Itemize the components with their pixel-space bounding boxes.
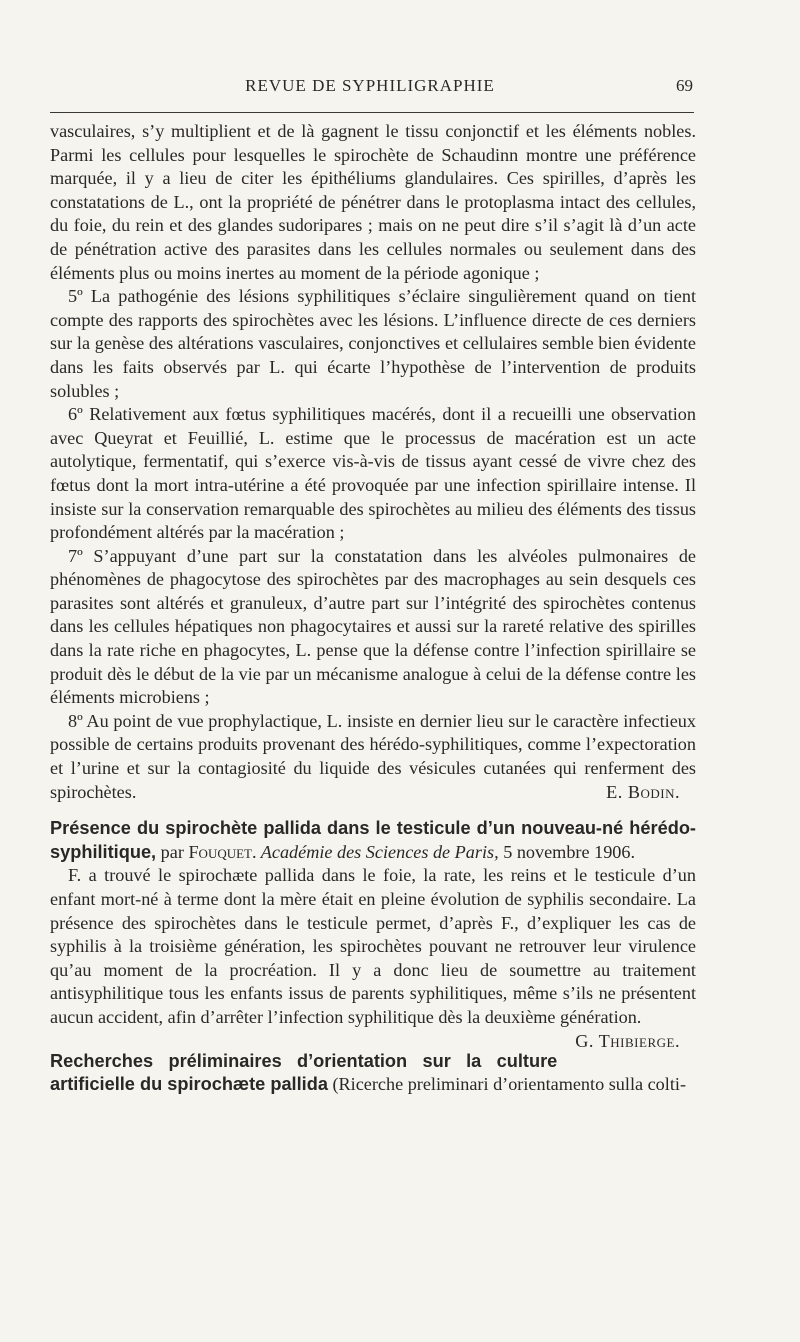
paragraph-continuation: vasculaires, s’y multiplient et de là gagnent le tissu conjonctif et les éléments nobles. Parmi les cellules pour lesquelles le spirochète de Schaudinn montre une préférence marquée, il y a lieu de citer les épithéliums glandulaires. Ces spirilles, d’après les constatations de L., ont la propriété de pénétrer dans le protoplasma intact des cellules, du foie, du rein et des glandes sudoripares ; mais on ne peut dire s’il s’agit là d’un acte de pénétration active des parasites dans les cellules normales ou seulement dans des éléments plus ou moins inertes au moment de la période agonique ; [50, 121, 696, 283]
section-heading-fouquet [50, 817, 696, 864]
section-source: Académie des Sciences de Paris, [256, 841, 499, 862]
page-number: 69 [676, 76, 693, 95]
paragraph-item-8-text: 8º Au point de vue prophylactique, L. insiste en dernier lieu sur le caractère infectieux possible de certains produits provenant des hérédo-syphilitiques, comme l’expectoration et l’urine et sur la contagiosité du liquide des vésicules cutanées qui renferment des spirochètes. [50, 710, 696, 802]
section-author: Fouquet. [188, 841, 257, 862]
header-rule [50, 112, 694, 113]
section-title: Recherches préliminaires d’orientation sur la culture artificielle du spirochæte pallida [50, 1050, 558, 1095]
section-heading-recherches [50, 1050, 696, 1097]
author-signature-bodin: E. Bodin. [606, 781, 680, 802]
section-title: Présence du spirochète pallida dans le testicule d’un nouveau-né hérédo-syphilitique, [50, 818, 696, 862]
paragraph-item-5: 5º La pathogénie des lésions syphilitiques s’éclaire singulièrement quand on tient compte des rapports des spirochètes avec les lésions. L’influence directe de ces derniers sur la genèse des altérations vasculaires, conjonctives et cellulaires semble bien évidente dans les faits observés par L. qui écarte l’hypothèse de l’intervention de produits solubles ; [50, 286, 696, 401]
spacer [50, 804, 696, 817]
running-title: REVUE DE SYPHILIGRAPHIE [245, 76, 495, 95]
paragraph-item-6: 6º Relativement aux fœtus syphilitiques macérés, dont il a recueilli une observation avec Queyrat et Feuillié, L. estime que le processus de macération est un acte autolytique, fermentatif, qui s’exerce vis-à-vis de tissus ayant cessé de vivre chez des fœtus dont la mort intra-utérine a été provoquée par une infection spirillaire intense. Il insiste sur la conservation remarquable des spirochètes au milieu des éléments des tissus profondément altérés par la macération ; [50, 404, 696, 543]
author-signature-thibierge: G. Thibierge. [575, 1030, 680, 1051]
section-date: 5 novembre 1906. [498, 841, 636, 862]
paragraph-item-7: 7º S’appuyant d’une part sur la constatation dans les alvéoles pulmonaires de phénomènes de phagocytose des spirochètes par des macrophages au sein desquels ces parasites sont altérés et granuleux, d’autre part sur l’intégrité des spirochètes contenus dans les cellules hépatiques non phagocytaires et aussi sur la rareté relative des spirilles dans la rate riche en phagocytes, L. pense que la défense contre l’infection spirillaire se produit dès le début de la vie par un mécanisme analogue à celui de la défense contre les éléments microbiens ; [50, 545, 696, 708]
section-italian-title: (Ricerche preliminari d’orientamento sulla colti- [327, 1074, 686, 1095]
section-body-text: F. a trouvé le spirochæte pallida dans le foie, la rate, les reins et le testicule d’un enfant mort-né à terme dont la mère était en pleine évolution de syphilis secondaire. La présence des spirochètes dans le testicule permet, d’après F., d’expliquer les cas de syphilis à la troisième génération, les spirochètes pouvant ne retrouver leur virulence qu’au moment de la procréation. Il y a donc lieu de soumettre au traitement antisyphilitique tous les enfants issus de parents syphilitiques, même s’ils ne présentent aucun accident, afin d’arrêter l’infection syphilitique dès la deuxième génération. [50, 865, 696, 1027]
paragraph-item-8 [50, 710, 696, 804]
section-par: par [156, 841, 189, 862]
section-body [50, 864, 696, 1051]
page-header [50, 76, 693, 100]
body-text [50, 120, 696, 1097]
